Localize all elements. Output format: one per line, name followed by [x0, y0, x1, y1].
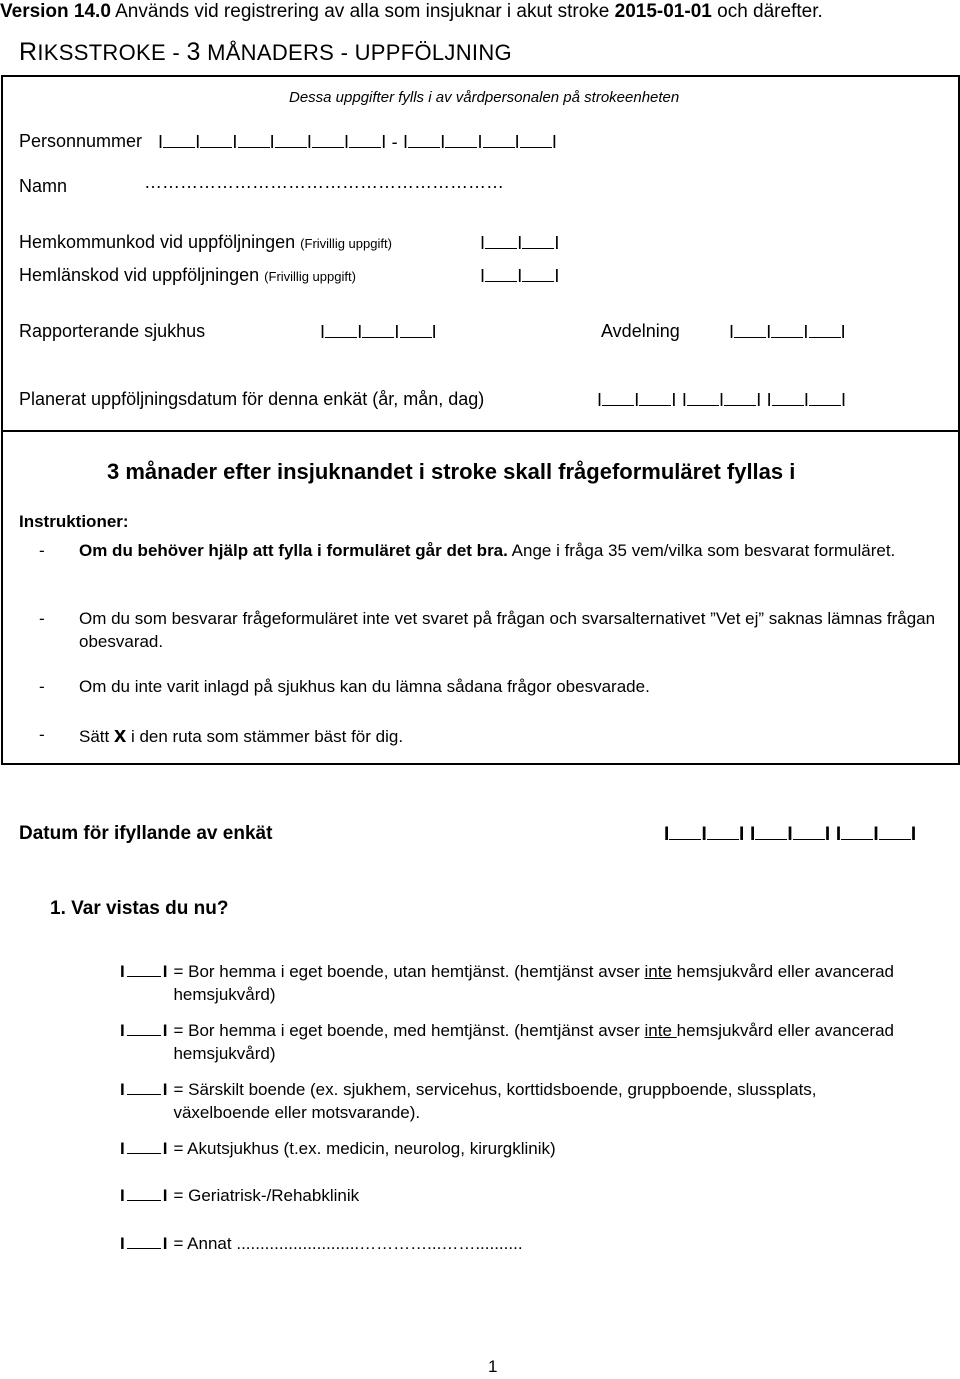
list-dash: -: [39, 609, 45, 628]
option-text-after: hemsjukvård eller avancerad hemsjukvård): [173, 962, 895, 1004]
list-dash: -: [39, 677, 45, 696]
checkbox[interactable]: I I: [120, 1139, 168, 1158]
namn-label: Namn: [19, 176, 68, 196]
version-label: Version 14.0: [0, 1, 111, 22]
option-row: [120, 1078, 920, 1124]
sjukhus-label: Rapporterande sjukhus: [19, 321, 206, 341]
option-row: [120, 1232, 920, 1255]
hemlanskod-label: Hemlänskod vid uppföljningen: [19, 265, 260, 285]
option-row: [120, 1137, 920, 1160]
personnummer-field[interactable]: I I I I I I I - I I I I I: [158, 132, 558, 152]
sjukhus-field[interactable]: I I I I: [320, 322, 437, 342]
datum-label: Datum för ifyllande av enkät: [19, 823, 273, 844]
instruction-bold: Om du behöver hjälp att fylla i formuläret går det bra.: [79, 541, 508, 560]
question-1-title: 1. Var vistas du nu?: [50, 898, 229, 919]
staff-note: Dessa uppgifter fylls i av vårdpersonalen på strokeenheten: [289, 89, 680, 106]
instruction-text-after: i den ruta som stämmer bäst för dig.: [126, 727, 404, 746]
list-dash: -: [39, 725, 45, 744]
option-row: [120, 1019, 920, 1065]
hemkommunkod-label: Hemkommunkod vid uppföljningen: [19, 232, 296, 252]
checkbox[interactable]: I I: [120, 1234, 168, 1253]
option-text: = Särskilt boende (ex. sjukhem, servicehus, korttidsboende, gruppboende, slussplats, växelboende eller motsvarande).: [173, 1080, 817, 1122]
hemlanskod-field[interactable]: I I I: [480, 266, 560, 286]
instruction-item: [39, 607, 939, 653]
checkbox[interactable]: I I: [120, 962, 168, 981]
checkbox[interactable]: I I: [120, 1186, 168, 1205]
instructions-label: Instruktioner:: [19, 512, 129, 531]
instruction-text: Om du inte varit inlagd på sjukhus kan du lämna sådana frågor obesvarade.: [79, 677, 650, 696]
hemkommunkod-field[interactable]: I I I: [480, 233, 560, 253]
instruction-text: Om du som besvarar frågeformuläret inte vet svaret på frågan och svarsalternativet ”Vet ej” saknas lämnas frågan obesvarad.: [79, 609, 936, 651]
instruction-item: [39, 675, 939, 698]
form-title: [19, 38, 512, 67]
checkbox[interactable]: I I: [120, 1021, 168, 1040]
option-text-after: hemsjukvård eller avancerad hemsjukvård): [173, 1021, 894, 1063]
version-date: 2015-01-01: [614, 1, 712, 22]
option-underline: inte: [644, 1021, 677, 1040]
option-underline: inte: [644, 962, 672, 981]
title-part2: MÅNADERS - UPPFÖLJNING: [200, 40, 512, 65]
option-text: = Annat: [173, 1234, 232, 1253]
hemlanskod-row: [19, 265, 356, 286]
page-number: 1: [488, 1357, 498, 1376]
planerat-label: Planerat uppföljningsdatum för denna enkät (år, mån, dag): [19, 389, 485, 409]
version-end: och därefter.: [711, 1, 823, 22]
title-number: 3: [186, 38, 201, 66]
option-text: = Akutsjukhus (t.ex. medicin, neurolog, kirurgklinik): [173, 1139, 556, 1158]
instruction-item: [39, 539, 939, 562]
title-initial: R: [19, 38, 38, 66]
avdelning-label: Avdelning: [601, 321, 680, 341]
option-row: [120, 960, 920, 1006]
option-row: [120, 1184, 920, 1207]
option-text: = Bor hemma i eget boende, utan hemtjänst. (hemtjänst avser: [173, 962, 645, 981]
title-part1: IKSSTROKE -: [37, 40, 187, 65]
instruction-text: Ange i fråga 35 vem/vilka som besvarat formuläret.: [507, 541, 896, 560]
datum-date-field[interactable]: I I I I I I I I I: [664, 824, 917, 845]
instruction-x-mark: x: [113, 722, 127, 747]
hemkommunkod-optional: (Frivillig uppgift): [300, 236, 392, 251]
planerat-date-field[interactable]: I I I I I I I I I: [597, 390, 847, 410]
avdelning-field[interactable]: I I I I: [729, 322, 846, 342]
instruction-item: [39, 723, 939, 748]
personnummer-dash: -: [391, 132, 398, 152]
version-line: [0, 0, 823, 24]
instructions-main-heading: 3 månader efter insjuknandet i stroke skall frågeformuläret fyllas i: [107, 459, 796, 484]
list-dash: -: [39, 541, 45, 560]
checkbox[interactable]: I I: [120, 1080, 168, 1099]
option-fill-dots[interactable]: ..........................…………...……..........: [236, 1234, 523, 1253]
option-text: = Geriatrisk-/Rehabklinik: [173, 1186, 360, 1205]
namn-field[interactable]: ……………………………………………………: [144, 172, 504, 192]
option-text: = Bor hemma i eget boende, med hemtjänst. (hemtjänst avser: [173, 1021, 645, 1040]
hemlanskod-optional: (Frivillig uppgift): [264, 269, 356, 284]
hemkommunkod-row: [19, 232, 392, 253]
instruction-text: Sätt: [79, 727, 114, 746]
version-text: Används vid registrering av alla som insjuknar i akut stroke: [110, 1, 615, 22]
personnummer-label: Personnummer: [19, 131, 143, 151]
